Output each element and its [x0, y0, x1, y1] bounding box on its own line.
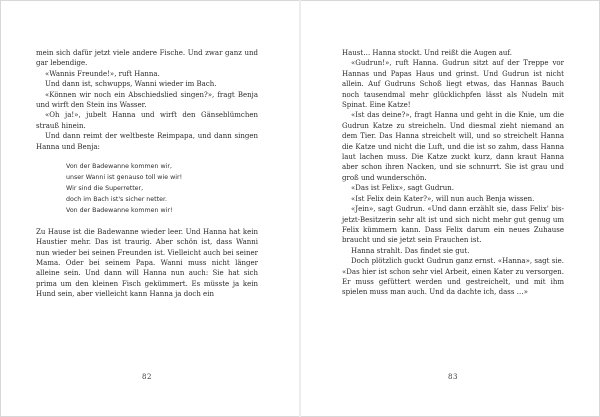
paragraph: Zu Hause ist die Badewanne wieder leer. Und Hanna hat kein Haustier mehr. Das ist traurig. Aber schön ist, dass Wanni nun wieder bei seinen Freunden ist. Vielleicht auch bei seiner Mama. Oder bei seinem Papa. Wanni muss nicht länger alleine sein. Und dann will Hanna nun auch: Sie hat sich prima um den kleinen Fisch gekümmert. Es müsste ja kein Hund sein, aber vielleicht kann Hanna ja doch ein: [36, 227, 258, 299]
paragraph: «Das ist Felix», sagt Gudrun.: [351, 184, 454, 193]
paragraph: Haust… Hanna stockt. Und reißt die Augen auf.: [342, 49, 512, 57]
paragraph: Doch plötzlich guckt Gudrun ganz ernst. «Hanna», sagt sie. «Das hier ist schon sehr viel Arbeit, einen Kater zu versorgen. Er muss gefüttert werden und gestreichelt, und mit ihm spielen muss man auch. Und da dachte ich, dass …»: [342, 257, 564, 297]
paragraph: Hanna strahlt. Das findet sie gut.: [351, 246, 470, 255]
verse-line: doch im Bach ist's sicher netter.: [66, 195, 167, 203]
song-verse: [36, 162, 258, 216]
paragraph: «Ist Felix dein Kater?», will nun auch Benja wissen.: [351, 194, 535, 203]
verse-line: unser Wanni ist genauso toll wie wir!: [66, 174, 183, 182]
paragraph: Und dann ist, schwupps, Wanni wieder im Bach.: [45, 80, 217, 89]
paragraph: «Oh ja!», jubelt Hanna und wirft den Gänseblümchen strauß hinein.: [36, 111, 258, 130]
right-page: [342, 48, 564, 368]
paragraph: «Gudrun!», ruft Hanna. Gudrun sitzt auf der Treppe vor Hannas und Papas Haus und grinst. Und Gudrun ist nicht allein. Auf Gudruns Schoß liegt etwas, das Hannas Bauch noch tausendmal mehr glücklichpfen lässt als Nudeln mit Spinat. Eine Katze!: [342, 59, 564, 110]
paragraph: mein sich dafür jetzt viele andere Fische. Und zwar ganz und gar lebendige.: [36, 49, 258, 68]
verse-line: Von der Badewanne kommen wir!: [66, 206, 173, 214]
paragraph: «Wannis Freunde!», ruft Hanna.: [45, 69, 160, 78]
paragraph: «Jein», sagt Gudrun. «Und dann erzählt sie, dass Felix' bis-jetzt-Besitzerin sehr alt ist und sich nicht mehr gut genug um Felix kümmern kann. Dass Felix darum ein neues Zuhause braucht und sie jetzt sein Frauchen ist.: [342, 205, 564, 245]
page-number: 83: [448, 373, 458, 381]
book-gutter: [299, 0, 301, 417]
left-page: [36, 48, 258, 368]
verse-line: Von der Badewanne kommen wir,: [66, 163, 172, 171]
paragraph: «Ist das deine?», fragt Hanna und geht in die Knie, um die Gudrun Katze zu streicheln. Und diesmal zieht niemand an dem Tier. Das Hanna streichelt will, und so streichelt Hanna die Katze und nicht die Luft, und die ist so zahm, dass Hanna laut lachen muss. Die Katze zuckt kurz, dann kraut Hanna aber schon ihren Nacken, und sie schnurrt. Sie ist grau und groß und wunderschön.: [342, 111, 564, 182]
verse-line: Wir sind die Superretter,: [66, 185, 144, 193]
page-number: 82: [142, 373, 152, 381]
paragraph: Und dann reimt der weltbeste Reimpapa, und dann singen Hanna und Benja:: [36, 132, 258, 151]
paragraph: «Können wir noch ein Abschiedslied singen?», fragt Benja und wirft den Stein ins Wasser.: [36, 90, 258, 110]
